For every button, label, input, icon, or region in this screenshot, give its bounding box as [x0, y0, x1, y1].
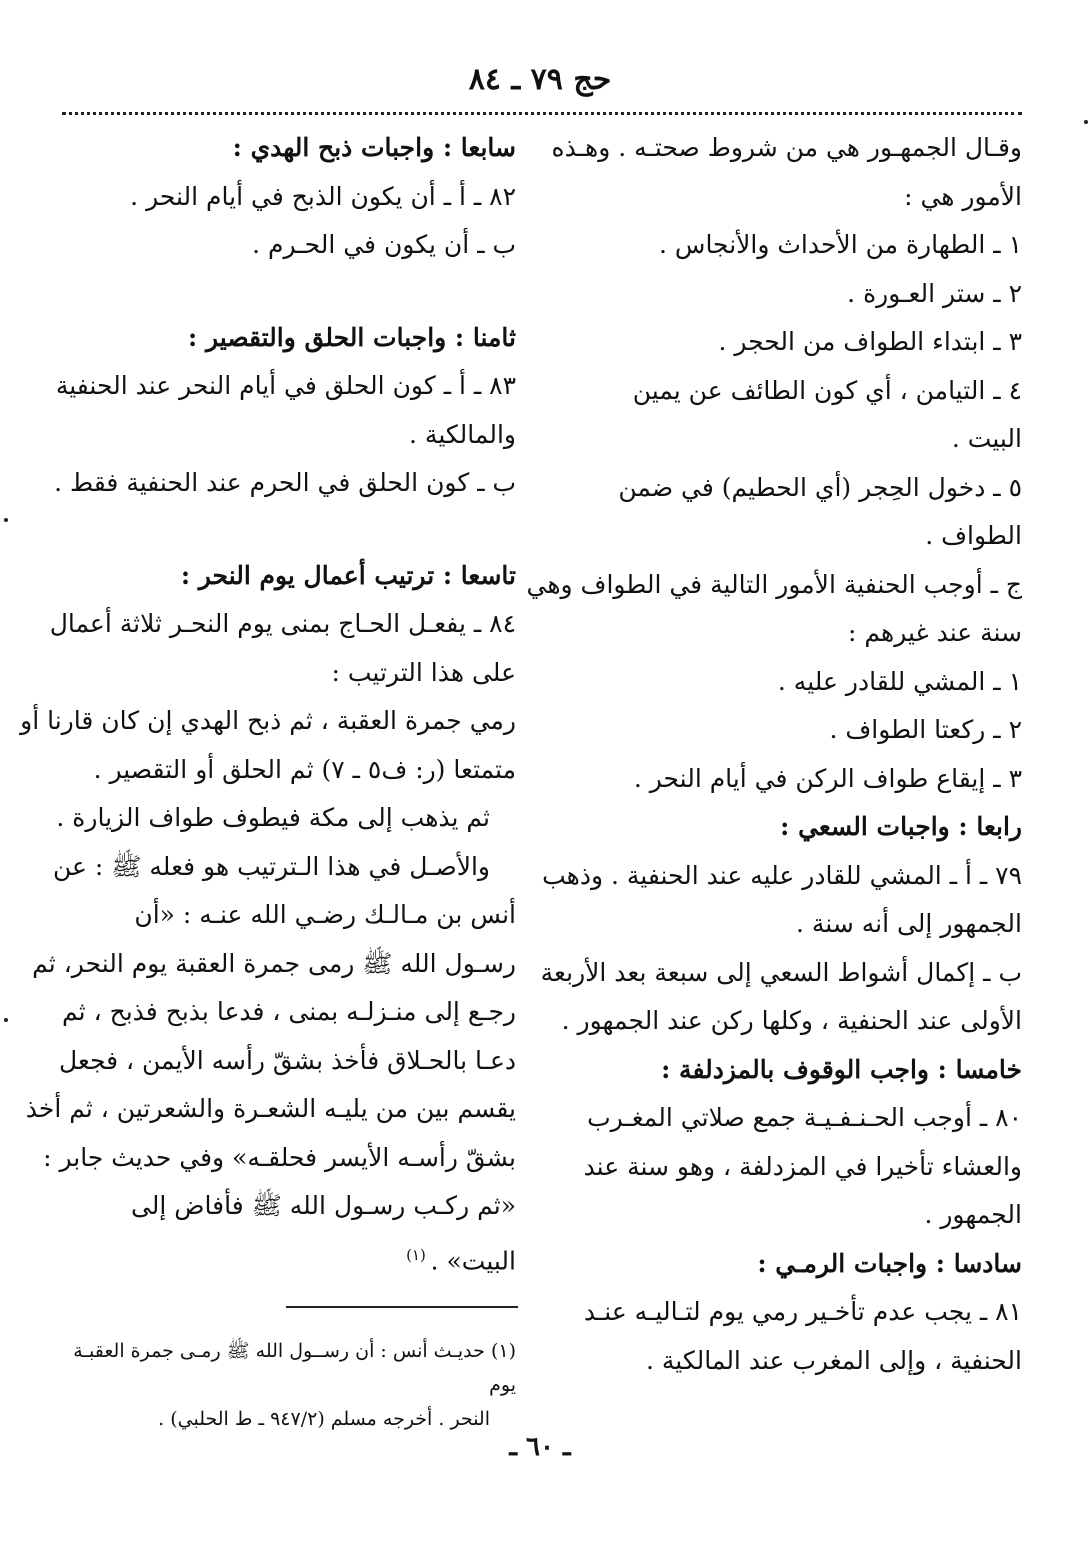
text-line: الأولى عند الحنفية ، وكلها ركن عند الجمهور .: [561, 1006, 1022, 1035]
text-line: ٢ ـ ركعتا الطواف .: [829, 715, 1022, 744]
text-line: ٧٩ ـ أ ـ المشي للقادر عليه عند الحنفية . وذهب: [542, 860, 1022, 890]
footnote-marker: (١): [406, 1245, 431, 1264]
text-line: والأصـل في هذا الـترتيب هو فعله ﷺ : عن: [52, 851, 490, 881]
text-line: متمتعا (ر: ف٥ ـ ٧) ثم الحلق أو التقصير .: [93, 754, 516, 784]
text-line: ١ ـ المشي للقادر عليه .: [777, 666, 1022, 696]
text-line: ٨١ ـ يجب عدم تأخـير رمي يوم لتـاليـه عنـد: [583, 1297, 1022, 1326]
text-line: رمي جمرة العقبة ، ثم ذبح الهدي إن كان قارنا أو: [20, 706, 516, 735]
text-line: البيت .: [951, 424, 1022, 453]
text-line: الجمهور .: [924, 1200, 1022, 1229]
section-heading: ثامنا : واجبات الحلق والتقصير :: [188, 322, 516, 352]
running-header: حج ٧٩ ـ ٨٤: [468, 62, 612, 97]
text-line: ٣ ـ ابتداء الطواف من الحجر .: [718, 327, 1022, 356]
scan-edge-mark: [4, 1018, 8, 1022]
text-line: على هذا الترتيب :: [331, 657, 516, 687]
footnotes: [54, 1334, 516, 1436]
text-line: أنس بن مـالـك رضـي الله عنـه : «أن: [134, 900, 516, 929]
text-line: ج ـ أوجب الحنفية الأمور التالية في الطواف وهي: [526, 569, 1022, 599]
text-line: سنة عند غيرهم :: [848, 618, 1022, 647]
header-dotted-rule: [62, 112, 1022, 115]
text-line: «ثم ركـب رسـول الله ﷺ فأفاض إلى: [130, 1191, 516, 1220]
text-line: رجـع إلى منـزلـه بمنى ، فدعا بذبح فذبح ، ثم: [62, 997, 516, 1026]
text-line: ٨٠ ـ أوجب الحـنـفـيـة جمع صلاتي المغـرب: [587, 1103, 1022, 1132]
text-line: ٥ ـ دخول الحِجر (أي الحطيم) في ضمن: [618, 472, 1022, 502]
text-line: ثم يذهب إلى مكة فيطوف طواف الزيارة .: [56, 803, 490, 832]
section-heading: سابعا : واجبات ذبح الهدي :: [232, 133, 516, 162]
text-line: ب ـ إكمال أشواط السعي إلى سبعة بعد الأربعة: [540, 957, 1022, 987]
text-line: ١ ـ الطهارة من الأحداث والأنجاس .: [659, 230, 1022, 259]
section-heading: خامسا : واجب الوقوف بالمزدلفة :: [661, 1054, 1022, 1084]
footnote-line: (١) حديـث أنس : أن رســول الله ﷺ رمـى جمرة العقبـة يوم: [73, 1340, 516, 1396]
text-line: ٨٣ ـ أ ـ كون الحلق في أيام النحر عند الحنفية: [55, 371, 516, 400]
section-heading: تاسعا : ترتيب أعمال يوم النحر :: [180, 560, 516, 590]
right-column: [526, 124, 1022, 1385]
text-line: ٨٢ ـ أ ـ أن يكون الذبح في أيام النحر .: [130, 181, 516, 211]
text-line: بشقّ رأسـه الأيسر فحلقـه» وفي حديث جابر :: [43, 1142, 516, 1172]
text-line: ٢ ـ ستر العـورة .: [847, 278, 1022, 308]
text-line: ٨٤ ـ يفعـل الحـاج بمنى يوم النحـر ثلاثة أعمال: [49, 609, 516, 638]
paragraph-gap: [54, 508, 516, 552]
text-line: وقـال الجمهـور هي من شروط صحتـه . وهـذه: [551, 133, 1022, 162]
scan-edge-mark: [4, 518, 8, 522]
text-line: ب ـ أن يكون في الحـرم .: [252, 230, 516, 259]
scan-edge-mark: [1084, 120, 1088, 124]
text-line: البيت» . $^{(١)}$: [406, 1245, 516, 1275]
text-line: ٣ ـ إيقاع طواف الركن في أيام النحر .: [633, 763, 1022, 793]
paragraph-gap: [54, 270, 516, 314]
section-heading: سادسا : واجبات الرمـي :: [757, 1248, 1022, 1278]
text-line: ب ـ كون الحلق في الحرم عند الحنفية فقط .: [54, 468, 516, 497]
footnote-line: النحر . أخرجه مسلم (٩٤٧/٢ ـ ط الحلبي) .: [158, 1408, 490, 1430]
text-line: الحنفية ، وإلى المغرب عند المالكية .: [645, 1345, 1022, 1375]
text-line: دعـا بالحـلاق فأخذ بشقّ رأسه الأيمن ، فجعل: [58, 1045, 516, 1075]
text-line: والعشاء تأخيرا في المزدلفة ، وهو سنة عند: [583, 1151, 1022, 1181]
text-line: رسـول الله ﷺ رمى جمرة العقبة يوم النحر، ثم: [32, 948, 516, 978]
left-column: [20, 124, 516, 1285]
text-line: الجمهور إلى أنه سنة .: [795, 909, 1022, 938]
section-heading: رابعا : واجبات السعي :: [780, 812, 1022, 841]
footnote-separator: [286, 1306, 518, 1308]
page-number: ـ ٦٠ ـ: [509, 1432, 571, 1462]
text-line: والمالكية .: [409, 419, 516, 449]
text-line: يقسم بين من يليـه الشعـرة والشعرتين ، ثم أخذ: [25, 1094, 516, 1123]
text-line: ٤ ـ التيامن ، أي كون الطائف عن يمين: [632, 375, 1022, 405]
text-line: الطواف .: [925, 521, 1022, 550]
text-line: الأمور هي :: [904, 181, 1022, 211]
